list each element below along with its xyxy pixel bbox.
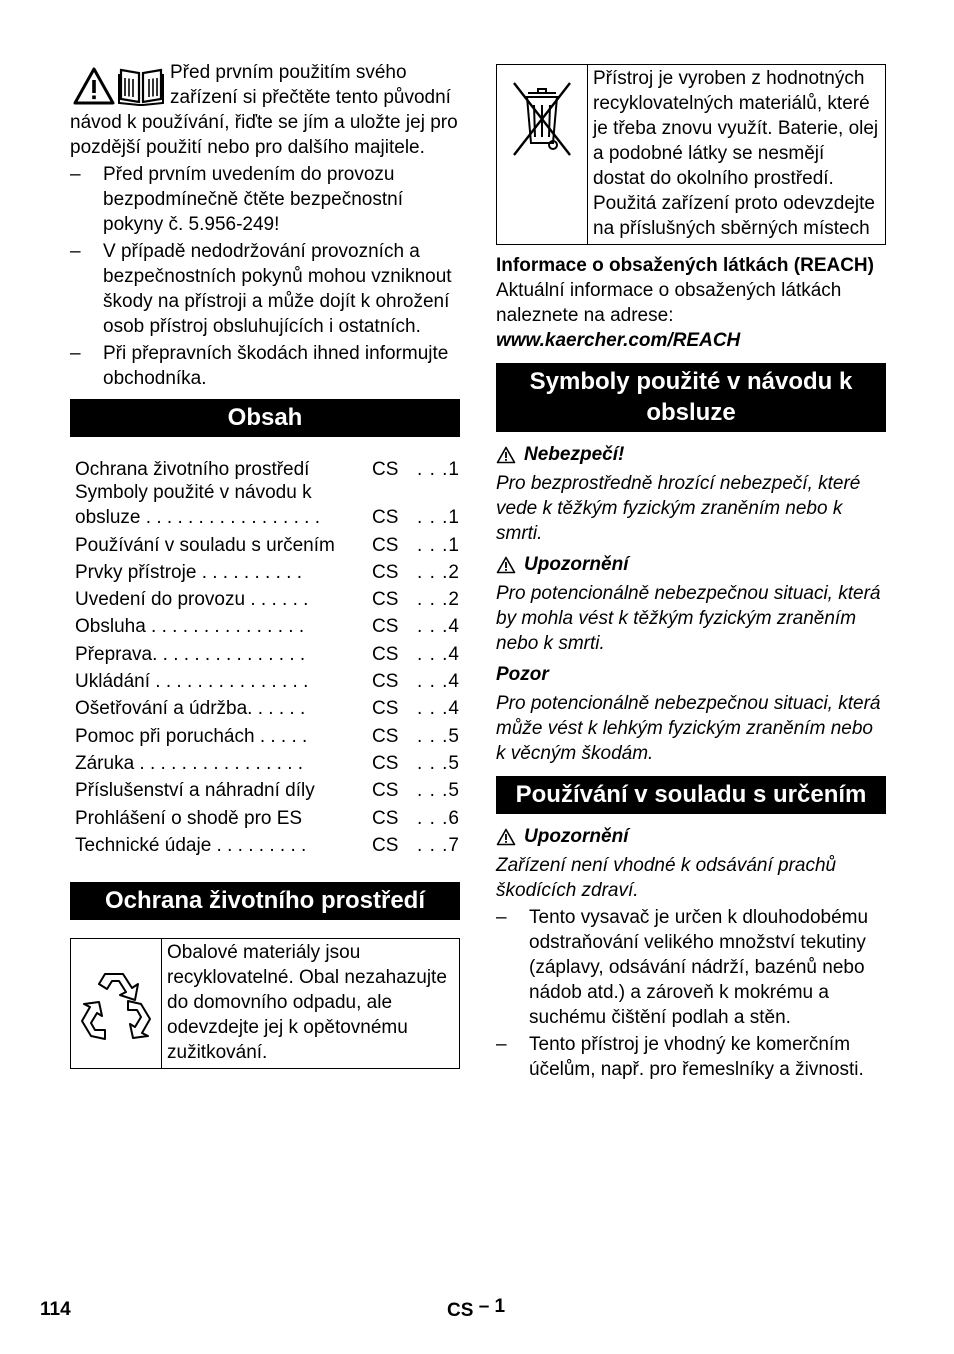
environment-heading: Ochrana životního prostředí	[70, 882, 460, 920]
caution-title: Pozor	[496, 664, 549, 685]
toc-row[interactable]: Přeprava. . . . . . . . . . . . . . . CS . . .4	[75, 643, 460, 665]
toc-row[interactable]: Záruka . . . . . . . . . . . . . . . . CS . . .5	[75, 752, 460, 774]
toc-row[interactable]: Prvky přístroje . . . . . . . . . . CS . . .2	[75, 561, 460, 583]
crossed-bin-icon	[510, 79, 574, 159]
device-recycle-box	[496, 64, 886, 245]
section-page: – 1	[478, 1296, 506, 1317]
toc-row[interactable]: Prohlášení o shodě pro ES CS . . .6	[75, 807, 460, 829]
toc-row[interactable]: Pomoc při poruchách . . . . . CS . . .5	[75, 725, 460, 747]
manual-book-icon	[118, 66, 164, 106]
intro-text: Před prvním použitím svého zařízení si přečtěte tento původní návod k používání, řiďte se jím a uložte jej pro pozdější použití nebo pro dalšího majitele.	[70, 62, 458, 158]
packaging-text: Obalové materiály jsou recyklovatelné. Obal nezahazujte do domovního odpadu, ale odevzdejte jej k opětovnému zužitkování.	[167, 941, 447, 1063]
reach-title: Informace o obsažených látkách (REACH)	[496, 255, 874, 276]
list-item: – V případě nedodržování provozních a bezpečnostních pokynů mohou vzniknout škody na přístroji a může dojít k ohrožení osob přístroj obsluhujících i ostatních.	[70, 239, 460, 339]
intended-use-heading: Používání v souladu s určením	[496, 776, 886, 814]
intended-use-bullets	[496, 905, 886, 1082]
page-number: 114	[40, 1299, 71, 1320]
list-item: – Tento přístroj je vhodný ke komerčním účelům, např. pro řemeslníky a živnosti.	[496, 1032, 886, 1082]
toc-row[interactable]: Symboly použité v návodu k obsluze . . . . . . . . . . . . . . . . . CS . . .1	[75, 482, 460, 529]
symbols-heading: Symboly použité v návodu k obsluze	[496, 363, 886, 432]
toc-row[interactable]: Technické údaje . . . . . . . . . CS . . .7	[75, 834, 460, 856]
danger-text: Pro bezprostředně hrozící nebezpečí, které vede k těžkým fyzickým zraněním nebo k smrti.	[496, 473, 861, 544]
warning-triangle-icon	[496, 446, 516, 464]
device-text: Přístroj je vyroben z hodnotných recyklovatelných materiálů, které je třeba znovu využít. Baterie, olej a podobné látky se nesmějí dostat do okolního prostředí. Použitá zařízení proto odevzdejte na příslušných sběrných místech	[593, 68, 879, 239]
intro-block	[70, 60, 460, 391]
intended-use-warning-text: Zařízení není vhodné k odsávání prachů škodících zdraví.	[496, 855, 837, 901]
warning-triangle-icon	[496, 556, 516, 574]
intended-use-warning-title: Upozornění	[524, 826, 629, 847]
section-code: CS	[447, 1300, 474, 1321]
packaging-icon-cell	[71, 939, 162, 1068]
danger-block	[496, 442, 886, 546]
section-indicator	[447, 1298, 505, 1323]
toc-row[interactable]: Uvedení do provozu . . . . . . CS . . .2	[75, 589, 460, 611]
toc-row[interactable]: Používání v souladu s určením CS . . .1	[75, 534, 460, 556]
left-column	[70, 60, 460, 1069]
toc-row[interactable]: Ošetřování a údržba. . . . . . CS . . .4	[75, 698, 460, 720]
list-item: – Před prvním uvedením do provozu bezpodmínečně čtěte bezpečnostní pokyny č. 5.956-249!	[70, 162, 460, 237]
device-icon-cell	[497, 65, 588, 244]
warning-block	[496, 552, 886, 656]
warning-triangle-icon	[496, 828, 516, 846]
toc-row[interactable]: Ochrana životního prostředí CS . . .1	[75, 459, 460, 481]
warning-title: Upozornění	[524, 554, 629, 575]
intended-use-warning	[496, 824, 886, 903]
toc-row[interactable]: Příslušenství a náhradní díly CS . . .5	[75, 780, 460, 802]
reach-text: Aktuální informace o obsažených látkách naleznete na adrese:	[496, 280, 842, 326]
recycle-icon	[77, 964, 155, 1042]
caution-block	[496, 662, 886, 766]
list-item: – Při přepravních škodách ihned informujte obchodníka.	[70, 341, 460, 391]
toc-row[interactable]: Ukládání . . . . . . . . . . . . . . . CS . . .4	[75, 671, 460, 693]
reach-url[interactable]: www.kaercher.com/REACH	[496, 330, 741, 351]
intro-icons	[72, 64, 166, 108]
packaging-recycle-box	[70, 938, 460, 1069]
list-item: – Tento vysavač je určen k dlouhodobému odstraňování velikého množství tekutiny (záplavy, odsávání nádrží, bazénů nebo nádob atd.) a zároveň k mokrému a suchému čištění podlah a stěn.	[496, 905, 886, 1030]
toc-row[interactable]: Obsluha . . . . . . . . . . . . . . . CS . . .4	[75, 616, 460, 638]
warning-text: Pro potencionálně nebezpečnou situaci, která by mohla vést k těžkým fyzickým zraněním nebo k smrti.	[496, 583, 881, 654]
right-column	[496, 64, 886, 1084]
table-of-contents	[70, 455, 460, 858]
warning-triangle-icon	[72, 66, 116, 106]
danger-title: Nebezpečí!	[524, 444, 625, 465]
toc-heading: Obsah	[70, 399, 460, 437]
intro-bullets	[70, 162, 460, 391]
caution-text: Pro potencionálně nebezpečnou situaci, která může vést k lehkým fyzickým zraněním nebo k věcným škodám.	[496, 693, 881, 764]
